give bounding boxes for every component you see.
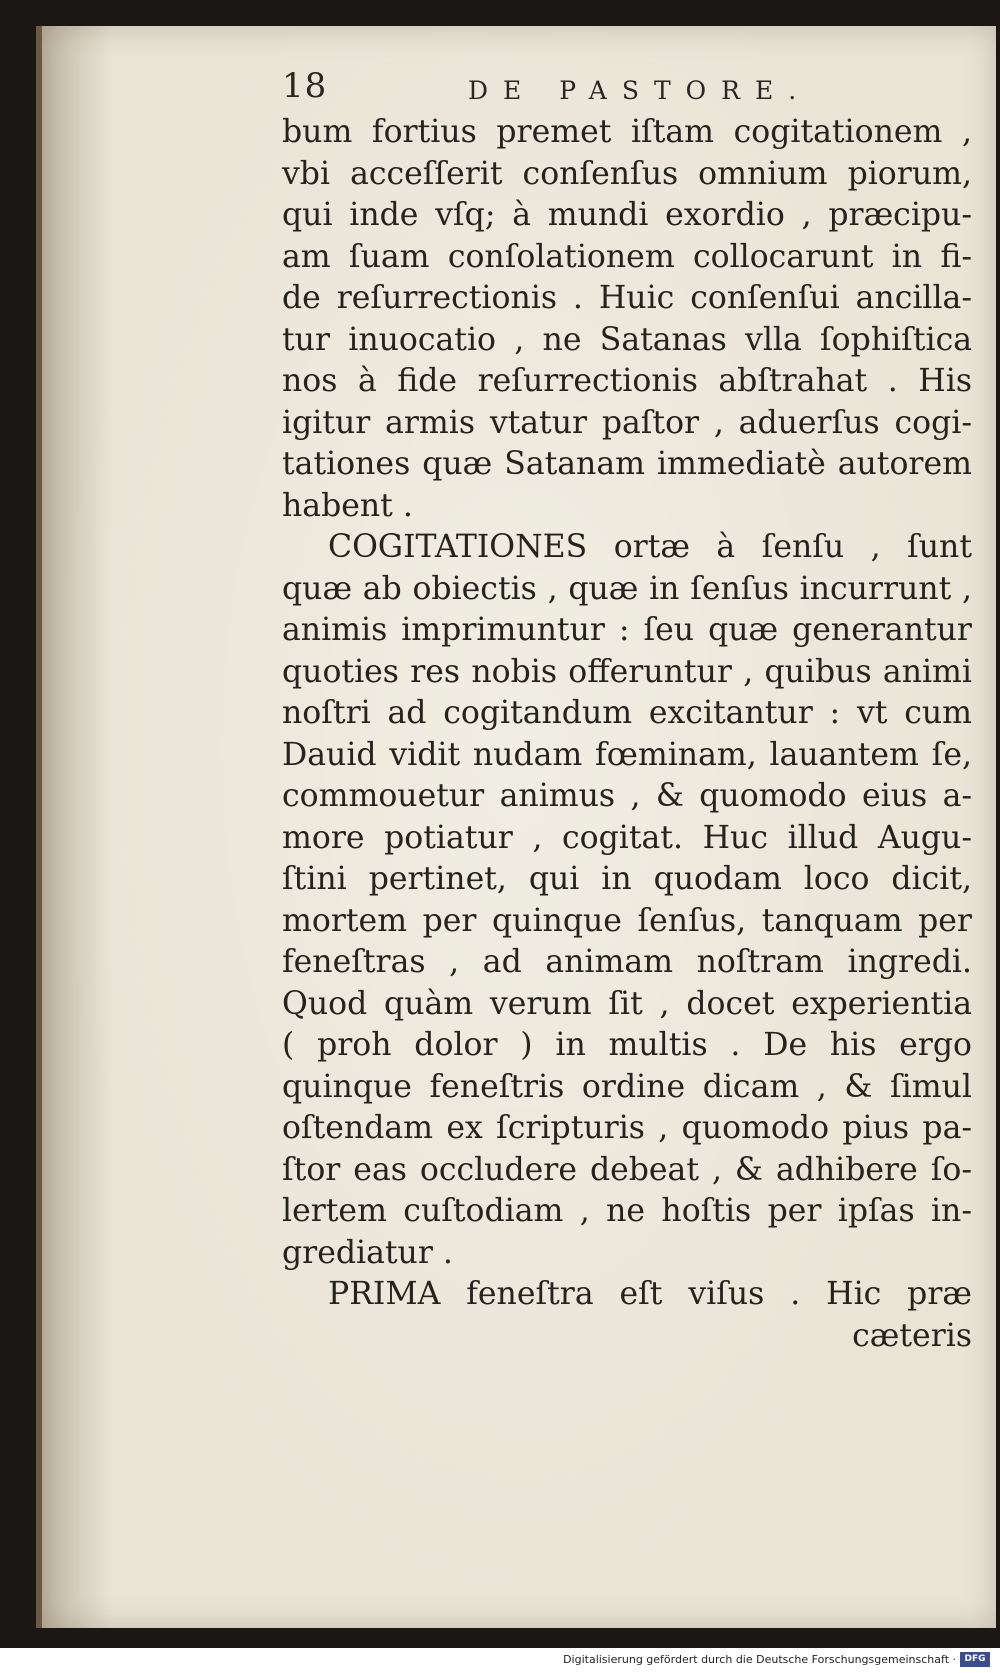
digitization-footer [0, 1648, 1000, 1673]
text-line: ſtini pertinet, qui in quodam loco dicit, [282, 861, 972, 897]
page-number: 18 [282, 66, 328, 106]
footer-credit: Digitalisierung gefördert durch die Deutsche Forschungsgemeinschaft · [563, 1653, 956, 1666]
text-line: quinque feneſtris ordine dicam , & ſimul [282, 1068, 972, 1105]
text-line: quoties res nobis offeruntur , quibus animi [282, 653, 972, 690]
text-line: lertem cuſtodiam , ne hoſtis per ipſas in- [282, 1193, 972, 1229]
body-text [282, 112, 972, 1357]
text-line: animis imprimuntur : ſeu quæ generantur [282, 612, 972, 648]
text-line: mortem per quinque ſenſus, tanquam per [282, 902, 972, 939]
text-line: qui inde vſq; à mundi exordio , præcipu- [282, 197, 972, 233]
text-line: nos à fide reſurrectionis abſtrahat . His [282, 363, 972, 399]
text-line: tationes quæ Satanam immediatè autorem [282, 446, 972, 482]
text-line: quæ ab obiectis , quæ in ſenſus incurrunt , [282, 570, 972, 607]
text-line: Dauid vidit nudam fœminam, lauantem ſe, [282, 736, 972, 773]
text-line: habent . [282, 487, 413, 524]
text-line: bum fortius premet iſtam cogitationem , [282, 114, 972, 150]
dfg-logo-icon: DFG [960, 1652, 990, 1667]
text-line: oſtendam ex ſcripturis , quomodo pius pa- [282, 1110, 972, 1146]
paragraph-start-line: PRIMA feneſtra eſt viſus . Hic præ [328, 1276, 972, 1312]
text-line: am ſuam conſolationem collocarunt in fi- [282, 238, 972, 275]
text-line: igitur armis vtatur paſtor , aduerſus cogi- [282, 404, 972, 441]
text-line: tur inuocatio , ne Satanas vlla ſophiſtica [282, 321, 972, 358]
text-line: ſtor eas occludere debeat , & adhibere ſo- [282, 1151, 972, 1188]
paragraph-start-line: COGITATIONES ortæ à ſenſu , ſunt [328, 529, 972, 565]
text-line: grediatur . [282, 1234, 453, 1271]
catchword: cæteris [852, 1317, 972, 1354]
text-line: feneſtras , ad animam noſtram ingredi. [282, 944, 972, 980]
text-line: commouetur animus , & quomodo eius a- [282, 778, 972, 814]
text-line: de reſurrectionis . Huic conſenſui ancilla- [282, 280, 972, 316]
text-line: vbi acceſſerit conſenſus omnium piorum, [282, 155, 972, 192]
text-line: noſtri ad cogitandum excitantur : vt cum [282, 695, 972, 731]
text-line: ( proh dolor ) in multis . De his ergo [282, 1027, 972, 1063]
text-line: more potiatur , cogitat. Huc illud Augu- [282, 819, 972, 856]
page-header [282, 66, 852, 116]
text-line: Quod quàm verum ſit , docet experientia [282, 985, 972, 1022]
running-head: DE PASTORE. [468, 76, 812, 105]
